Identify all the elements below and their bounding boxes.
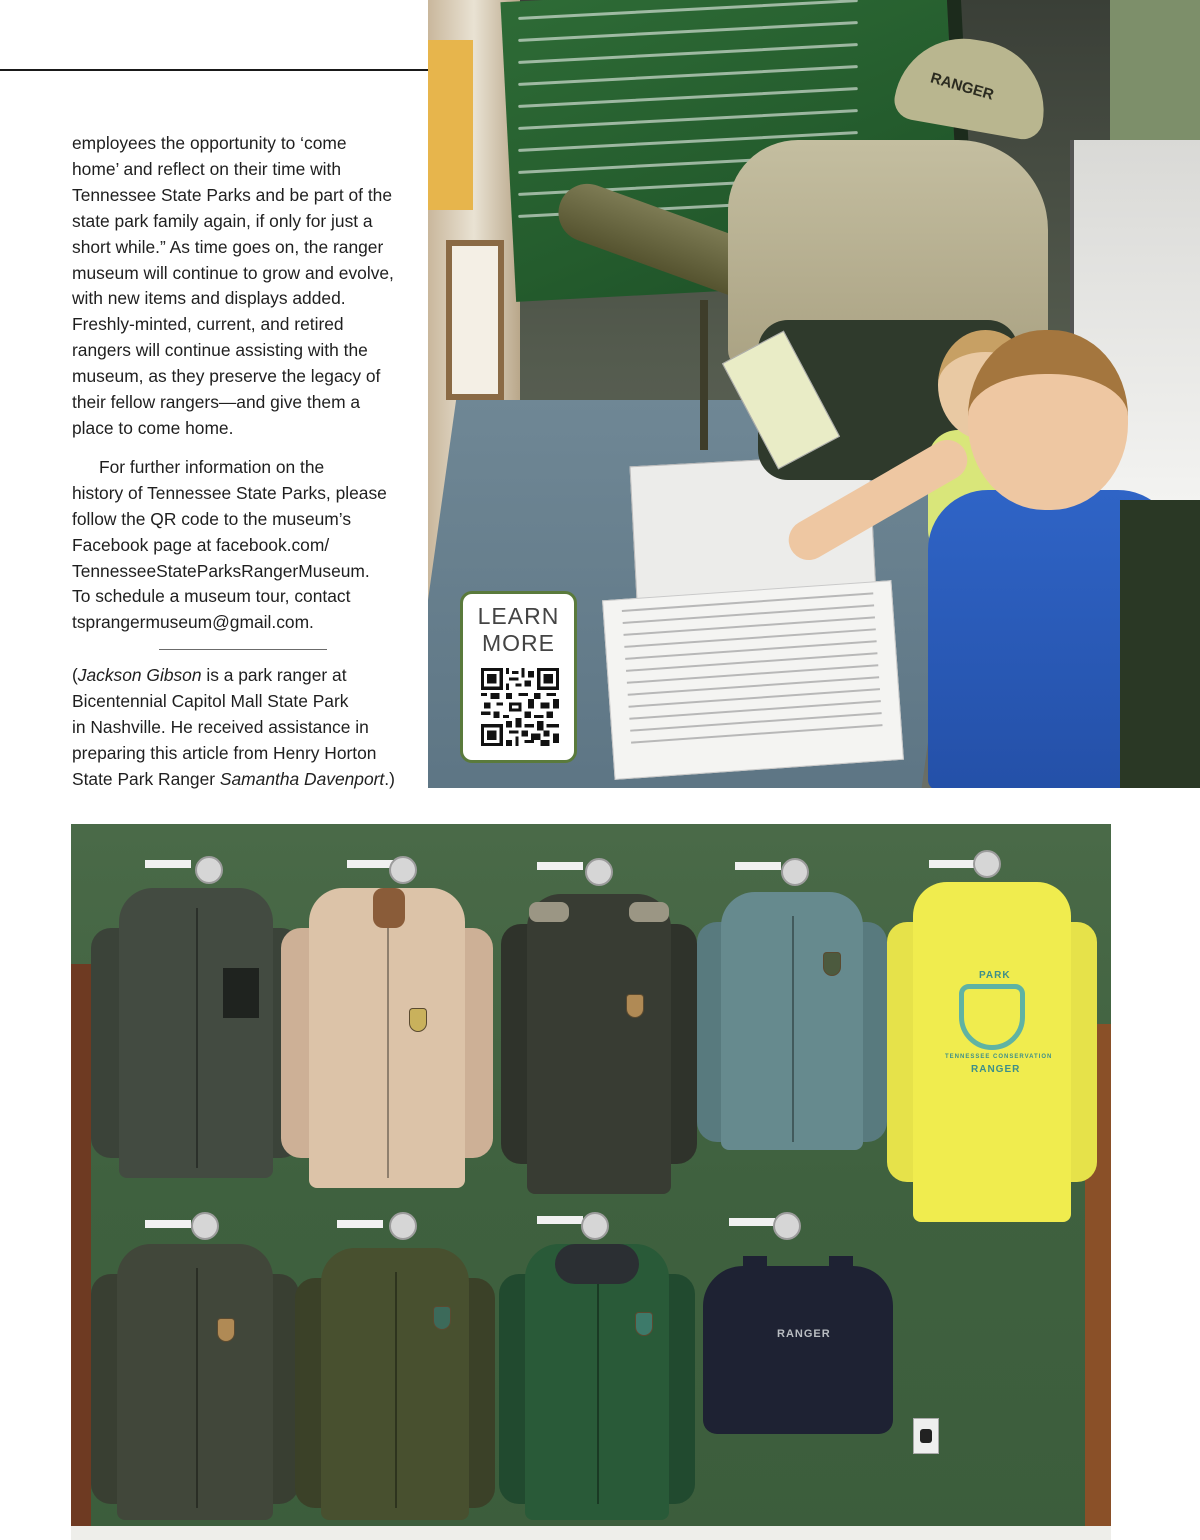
wall-hook xyxy=(195,856,223,884)
wooden-shelf xyxy=(71,964,91,1540)
text-line: is a park ranger at xyxy=(201,665,347,686)
email-link-text[interactable]: tsprangermuseum@gmail.com. xyxy=(72,612,314,633)
text-line: place to come home. xyxy=(72,417,234,438)
learn-label-line: LEARN xyxy=(477,603,560,629)
olive-uniform-jacket xyxy=(91,1244,299,1520)
text-line: museum will continue to grow and evolve, xyxy=(72,262,394,283)
coat-text-park: PARK xyxy=(979,970,1011,981)
wall-hook xyxy=(389,1212,417,1240)
label-placard xyxy=(729,1218,775,1226)
text-line: Bicentennial Capitol Mall State Park xyxy=(72,691,349,712)
label-placard xyxy=(537,862,583,870)
floor-baseboard xyxy=(71,1526,1111,1540)
wall-hook xyxy=(585,858,613,886)
text-line: in Nashville. He received assistance in xyxy=(72,717,369,738)
text-line: Tennessee State Parks and be part of the xyxy=(72,184,393,205)
assistant-name: Samantha Davenport xyxy=(219,768,385,789)
bio-close: .) xyxy=(384,768,395,789)
learn-more-qr-card[interactable] xyxy=(460,591,577,763)
author-bio xyxy=(72,663,417,793)
wall-hook xyxy=(581,1212,609,1240)
author-name: Jackson Gibson xyxy=(77,665,202,686)
text-line: with new items and displays added. xyxy=(72,288,346,309)
text-line: home’ and reflect on their time with xyxy=(72,158,342,179)
wall-hook xyxy=(191,1212,219,1240)
olive-dress-uniform-jacket xyxy=(501,894,697,1194)
wall-hook xyxy=(773,1212,801,1240)
olive-satin-jacket xyxy=(295,1248,495,1520)
label-placard xyxy=(929,860,975,868)
coat-text-ranger: RANGER xyxy=(971,1064,1021,1075)
label-placard xyxy=(537,1216,583,1224)
blue-gray-uniform-shirt xyxy=(697,892,887,1150)
text-line: Freshly-minted, current, and retired xyxy=(72,314,344,335)
text-line: rangers will continue assisting with the xyxy=(72,340,368,361)
text-line: their fellow rangers—and give them a xyxy=(72,392,361,413)
text-line: employees the opportunity to ‘come xyxy=(72,133,347,153)
wall-hook xyxy=(781,858,809,886)
article-paragraph-1 xyxy=(72,131,417,442)
text-line: follow the QR code to the museum’s xyxy=(72,508,352,529)
facebook-link-text[interactable]: TennesseeStateParksRangerMuseum. xyxy=(72,560,370,581)
orange-sign xyxy=(428,40,473,210)
wall-hook xyxy=(973,850,1001,878)
photo-uniform-display-wall xyxy=(71,824,1111,1540)
learn-more-label xyxy=(463,603,574,657)
wall-outlet xyxy=(913,1418,939,1454)
text-line: For further information on the xyxy=(99,456,325,477)
text-line: To schedule a museum tour, contact xyxy=(72,586,351,607)
label-placard xyxy=(347,860,393,868)
label-placard xyxy=(337,1220,383,1228)
article-text-column xyxy=(72,131,417,793)
tripod-leg xyxy=(700,300,708,450)
more-label-line: MORE xyxy=(482,630,555,656)
dark-green-rain-jacket xyxy=(91,888,301,1178)
text-line: museum, as they preserve the legacy of xyxy=(72,366,381,387)
label-placard xyxy=(735,862,781,870)
article-paragraph-2 xyxy=(72,455,417,636)
document-papers xyxy=(602,580,904,780)
qr-code-icon[interactable] xyxy=(481,668,559,746)
separator-rule xyxy=(159,649,327,650)
text-line: State Park Ranger xyxy=(72,768,220,789)
wall-hook xyxy=(389,856,417,884)
label-placard xyxy=(145,860,191,868)
text-line: state park family again, if only for just a xyxy=(72,210,373,231)
vest-text-ranger: RANGER xyxy=(777,1328,831,1340)
label-placard xyxy=(145,1220,191,1228)
yellow-park-ranger-raincoat xyxy=(887,882,1097,1222)
facebook-link-text[interactable]: Facebook page at facebook.com/ xyxy=(72,534,330,555)
ranger-tactical-vest xyxy=(703,1256,893,1434)
text-line: preparing this article from Henry Horton xyxy=(72,742,377,763)
bio-paren: ( xyxy=(72,665,78,686)
chair xyxy=(1120,500,1200,788)
cap-text: RANGER xyxy=(928,69,996,104)
ranger-cap xyxy=(891,28,1054,143)
tan-field-coat xyxy=(281,888,493,1188)
top-rule xyxy=(0,69,428,71)
green-fur-collar-jacket xyxy=(499,1244,695,1520)
text-line: short while.” As time goes on, the ranger xyxy=(72,236,384,257)
coat-text-conservation: TENNESSEE CONSERVATION xyxy=(945,1054,1053,1060)
text-line: history of Tennessee State Parks, please xyxy=(72,482,387,503)
